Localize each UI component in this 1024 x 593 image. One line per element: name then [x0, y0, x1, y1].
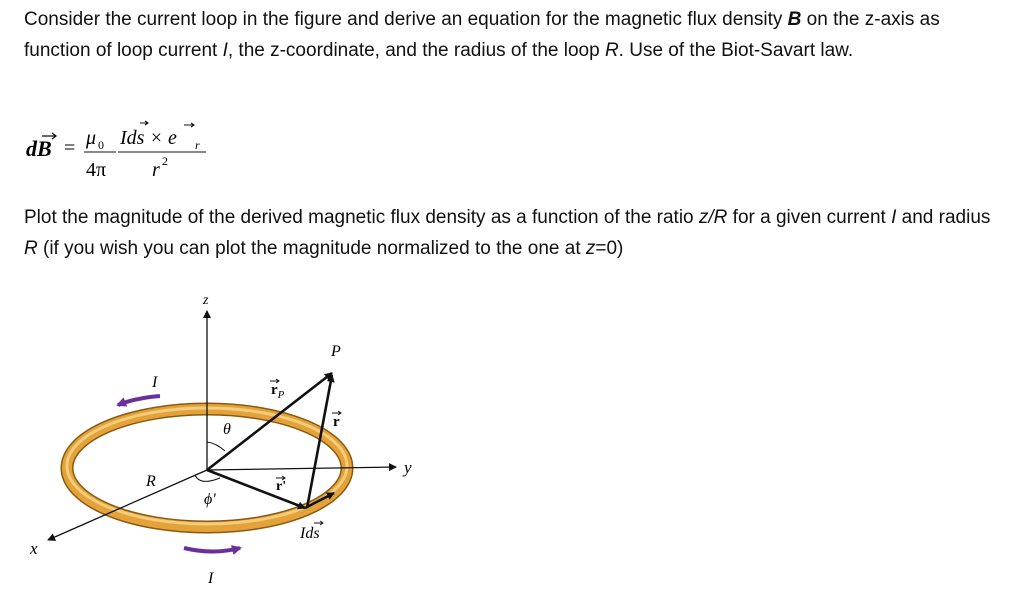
eq-r-exp: 2 — [162, 154, 168, 168]
label-I-bottom: I — [208, 570, 214, 587]
label-theta: θ — [223, 421, 231, 438]
rprime-vector — [207, 470, 305, 508]
eq-four-pi: 4π — [86, 159, 107, 181]
label-rp: $r_P$ — [271, 382, 285, 401]
eq-r: r — [152, 159, 160, 181]
label-x: x — [30, 539, 38, 558]
biot-savart-equation — [22, 116, 262, 188]
label-r: r — [333, 414, 340, 430]
current-loop-figure — [0, 280, 470, 593]
label-ids: Ids — [300, 525, 320, 542]
label-y: y — [404, 458, 412, 477]
eq-mu: μ — [86, 127, 97, 149]
eq-lhs: dB — [26, 136, 52, 161]
problem-statement: Consider the current loop in the figure and derive an equation for the magnetic flux density B on the z-axis as function of loop current I, the z-coordinate, and the radius of the loop R. Use of the Biot-Savart law. — [24, 9, 940, 61]
theta-arc — [207, 442, 225, 451]
label-z: z — [203, 293, 209, 308]
y-axis — [207, 467, 396, 470]
current-arrow-top — [118, 396, 160, 405]
eq-e-sub: r — [195, 138, 200, 152]
label-I-top: I — [152, 374, 158, 391]
eq-equals: = — [64, 137, 76, 159]
plot-instruction: Plot the magnitude of the derived magnetic flux density as a function of the ratio z/R for a given current I and radius R (if you wish you can plot the magnitude normalized to the one at z=0) — [24, 207, 991, 259]
eq-mu-sub: 0 — [98, 138, 104, 152]
label-P: P — [331, 343, 341, 360]
vector-arrow-icon — [184, 123, 194, 127]
eq-numerator: Ids × e — [120, 127, 177, 149]
label-R: R — [146, 473, 156, 490]
current-arrow-bottom — [184, 548, 240, 552]
label-rprime: r' — [276, 479, 287, 494]
phi-arc — [195, 475, 220, 481]
vector-arrow-icon — [140, 121, 148, 125]
label-phi: ϕ' — [204, 491, 216, 508]
